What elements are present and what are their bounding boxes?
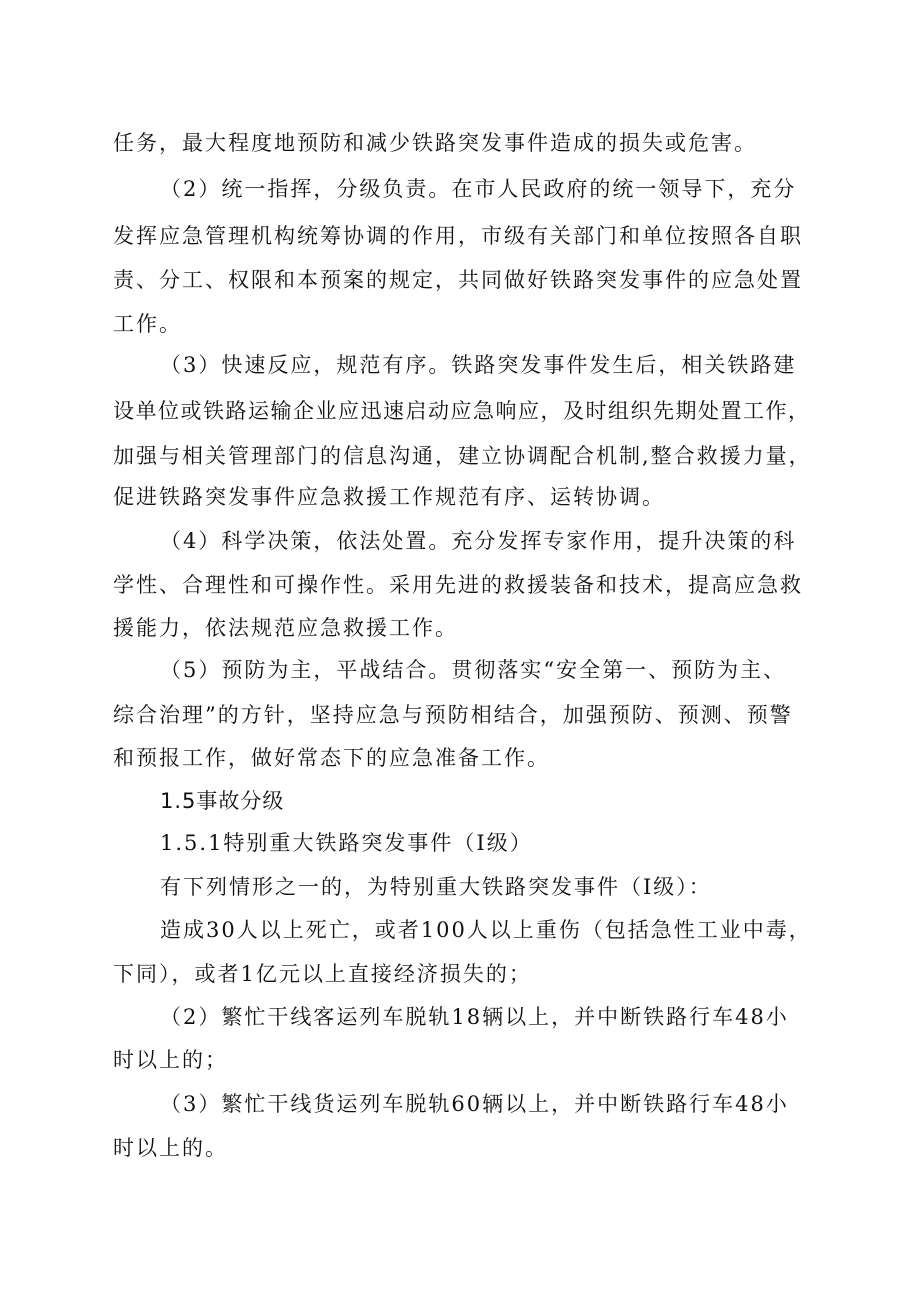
text-line: （3）繁忙干线货运列车脱轨60辆以上，并中断铁路行车48小	[160, 1092, 789, 1116]
text-line: 和预报工作，做好常态下的应急准备工作。	[113, 746, 550, 770]
text-line: （5）预防为主，平战结合。贯彻落实“安全第一、预防为主、	[160, 658, 787, 682]
text-line: 促进铁路突发事件应急救援工作规范有序、运转协调。	[113, 485, 665, 509]
text-line: 时以上的。	[113, 1136, 228, 1160]
text-line: （3）快速反应，规范有序。铁路突发事件发生后，相关铁路建	[160, 353, 797, 377]
text-line: 发挥应急管理机构统筹协调的作用，市级有关部门和单位按照各自职	[113, 224, 803, 248]
text-line: 时以上的；	[113, 1048, 228, 1072]
section-heading: 1.5事故分级	[160, 789, 285, 813]
text-line: 下同），或者1亿元以上直接经济损失的；	[113, 962, 532, 986]
subsection-heading: 1.5.1特别重大铁路突发事件（Ⅰ级）	[160, 831, 533, 855]
text-line: 任务，最大程度地预防和减少铁路突发事件造成的损失或危害。	[113, 131, 757, 155]
text-line: 有下列情形之一的，为特别重大铁路突发事件（Ⅰ级）：	[160, 875, 712, 899]
text-line: 设单位或铁路运输企业应迅速启动应急响应，及时组织先期处置工作，	[113, 399, 811, 423]
text-line: 责、分工、权限和本预案的规定，共同做好铁路突发事件的应急处置	[113, 268, 803, 292]
text-line: 工作。	[113, 312, 182, 336]
text-line: 综合治理”的方针，坚持应急与预防相结合，加强预防、预测、预警	[113, 703, 793, 727]
text-line: （4）科学决策，依法处置。充分发挥专家作用，提升决策的科	[160, 529, 797, 553]
text-line: （2）繁忙干线客运列车脱轨18辆以上，并中断铁路行车48小	[160, 1005, 789, 1029]
text-line: （2）统一指挥，分级负责。在市人民政府的统一领导下，充分	[160, 177, 797, 201]
text-line: 援能力，依法规范应急救援工作。	[113, 616, 458, 640]
text-line: 造成30人以上死亡，或者100人以上重伤（包括急性工业中毒，	[160, 918, 812, 942]
text-line: 学性、合理性和可操作性。采用先进的救援装备和技术，提高应急救	[113, 573, 803, 597]
text-line: 加强与相关管理部门的信息沟通，建立协调配合机制,整合救援力量，	[113, 444, 812, 468]
